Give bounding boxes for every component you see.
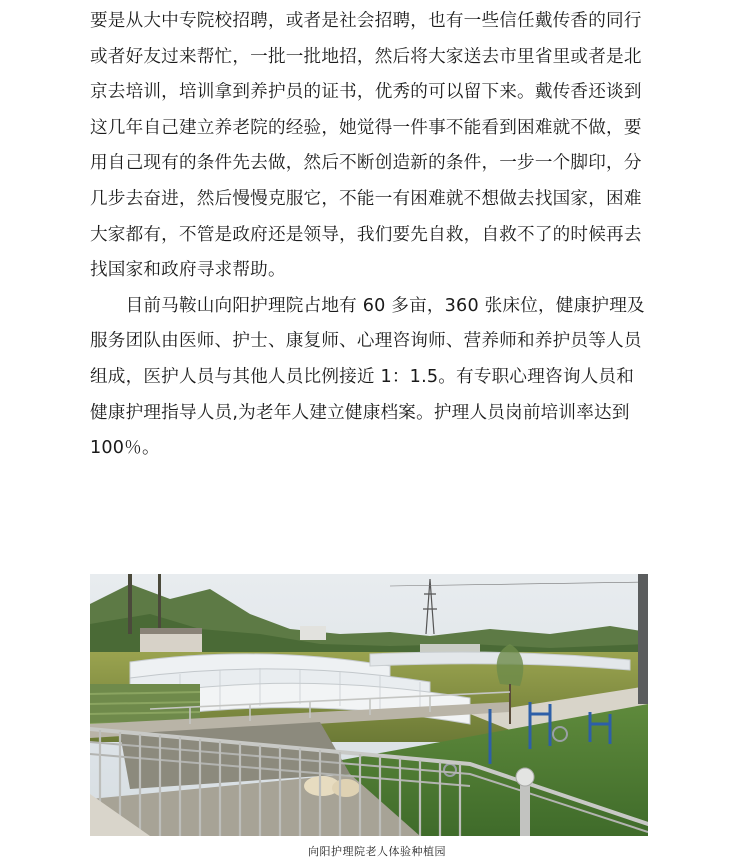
article-body bbox=[90, 4, 655, 467]
body-line: 100％。 bbox=[90, 438, 160, 459]
figure-caption: 向阳护理院老人体验种植园 bbox=[308, 845, 446, 858]
body-line: 用自己现有的条件先去做，然后不断创造新的条件，一步一个脚印，分 bbox=[90, 153, 642, 174]
body-line: 京去培训，培训拿到养护员的证书，优秀的可以留下来。戴传香还谈到 bbox=[90, 82, 642, 103]
body-line: 或者好友过来帮忙，一批一批地招，然后将大家送去市里省里或者是北 bbox=[90, 46, 642, 67]
body-line: 大家都有，不管是政府还是领导，我们要先自救，自救不了的时候再去 bbox=[90, 224, 642, 245]
body-line: 目前马鞍山向阳护理院占地有 60 多亩，360 张床位，健康护理及 bbox=[90, 295, 645, 316]
garden-photo bbox=[90, 574, 648, 836]
body-line: 要是从大中专院校招聘，或者是社会招聘，也有一些信任戴传香的同行 bbox=[90, 11, 642, 31]
body-line: 组成，医护人员与其他人员比例接近 1：1.5。有专职心理咨询人员和 bbox=[90, 366, 634, 387]
body-line: 服务团队由医师、护士、康复师、心理咨询师、营养师和养护员等人员 bbox=[90, 331, 642, 352]
body-line: 找国家和政府寻求帮助。 bbox=[90, 260, 286, 281]
body-line: 几步去奋进，然后慢慢克服它，不能一有困难就不想做去找国家，困难 bbox=[90, 188, 642, 209]
body-line: 健康护理指导人员,为老年人建立健康档案。护理人员岗前培训率达到 bbox=[90, 402, 630, 423]
body-line: 这几年自己建立养老院的经验，她觉得一件事不能看到困难就不做，要 bbox=[90, 117, 642, 138]
